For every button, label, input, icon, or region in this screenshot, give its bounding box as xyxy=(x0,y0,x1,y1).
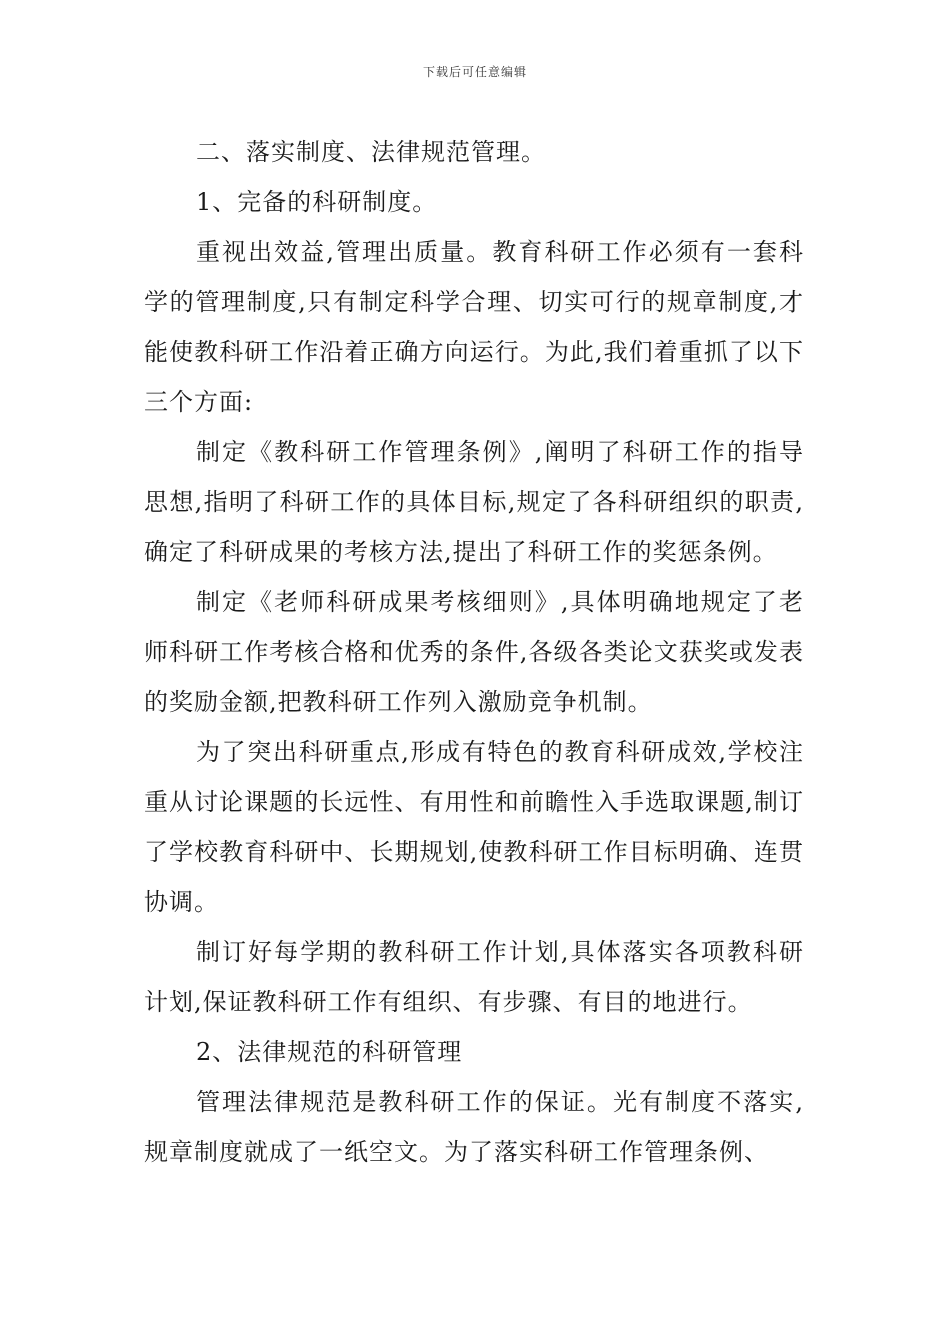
subsection-heading-2: 2、法律规范的科研管理 xyxy=(196,1038,463,1066)
subsection-heading-1: 1、完备的科研制度。 xyxy=(196,188,438,216)
document-body xyxy=(144,127,804,1177)
paragraph-1: 重视出效益,管理出质量。教育科研工作必须有一套科学的管理制度,只有制定科学合理、切实可行的规章制度,才能使教科研工作沿着正确方向运行。为此,我们着重抓了以下三个方面: xyxy=(144,238,804,416)
section-heading: 二、落实制度、法律规范管理。 xyxy=(196,138,546,166)
page-header-note: 下载后可任意编辑 xyxy=(422,65,527,79)
paragraph-3: 制定《老师科研成果考核细则》,具体明确地规定了老师科研工作考核合格和优秀的条件,各级各类论文获奖或发表的奖励金额,把教科研工作列入激励竞争机制。 xyxy=(144,588,804,716)
paragraph-4: 为了突出科研重点,形成有特色的教育科研成效,学校注重从讨论课题的长远性、有用性和前瞻性入手选取课题,制订了学校教育科研中、长期规划,使教科研工作目标明确、连贯协调。 xyxy=(144,738,804,916)
paragraph-5: 制订好每学期的教科研工作计划,具体落实各项教科研计划,保证教科研工作有组织、有步骤、有目的地进行。 xyxy=(144,938,804,1016)
paragraph-6: 管理法律规范是教科研工作的保证。光有制度不落实,规章制度就成了一纸空文。为了落实科研工作管理条例、 xyxy=(144,1088,804,1166)
paragraph-2: 制定《教科研工作管理条例》,阐明了科研工作的指导思想,指明了科研工作的具体目标,规定了各科研组织的职责,确定了科研成果的考核方法,提出了科研工作的奖惩条例。 xyxy=(144,438,804,566)
